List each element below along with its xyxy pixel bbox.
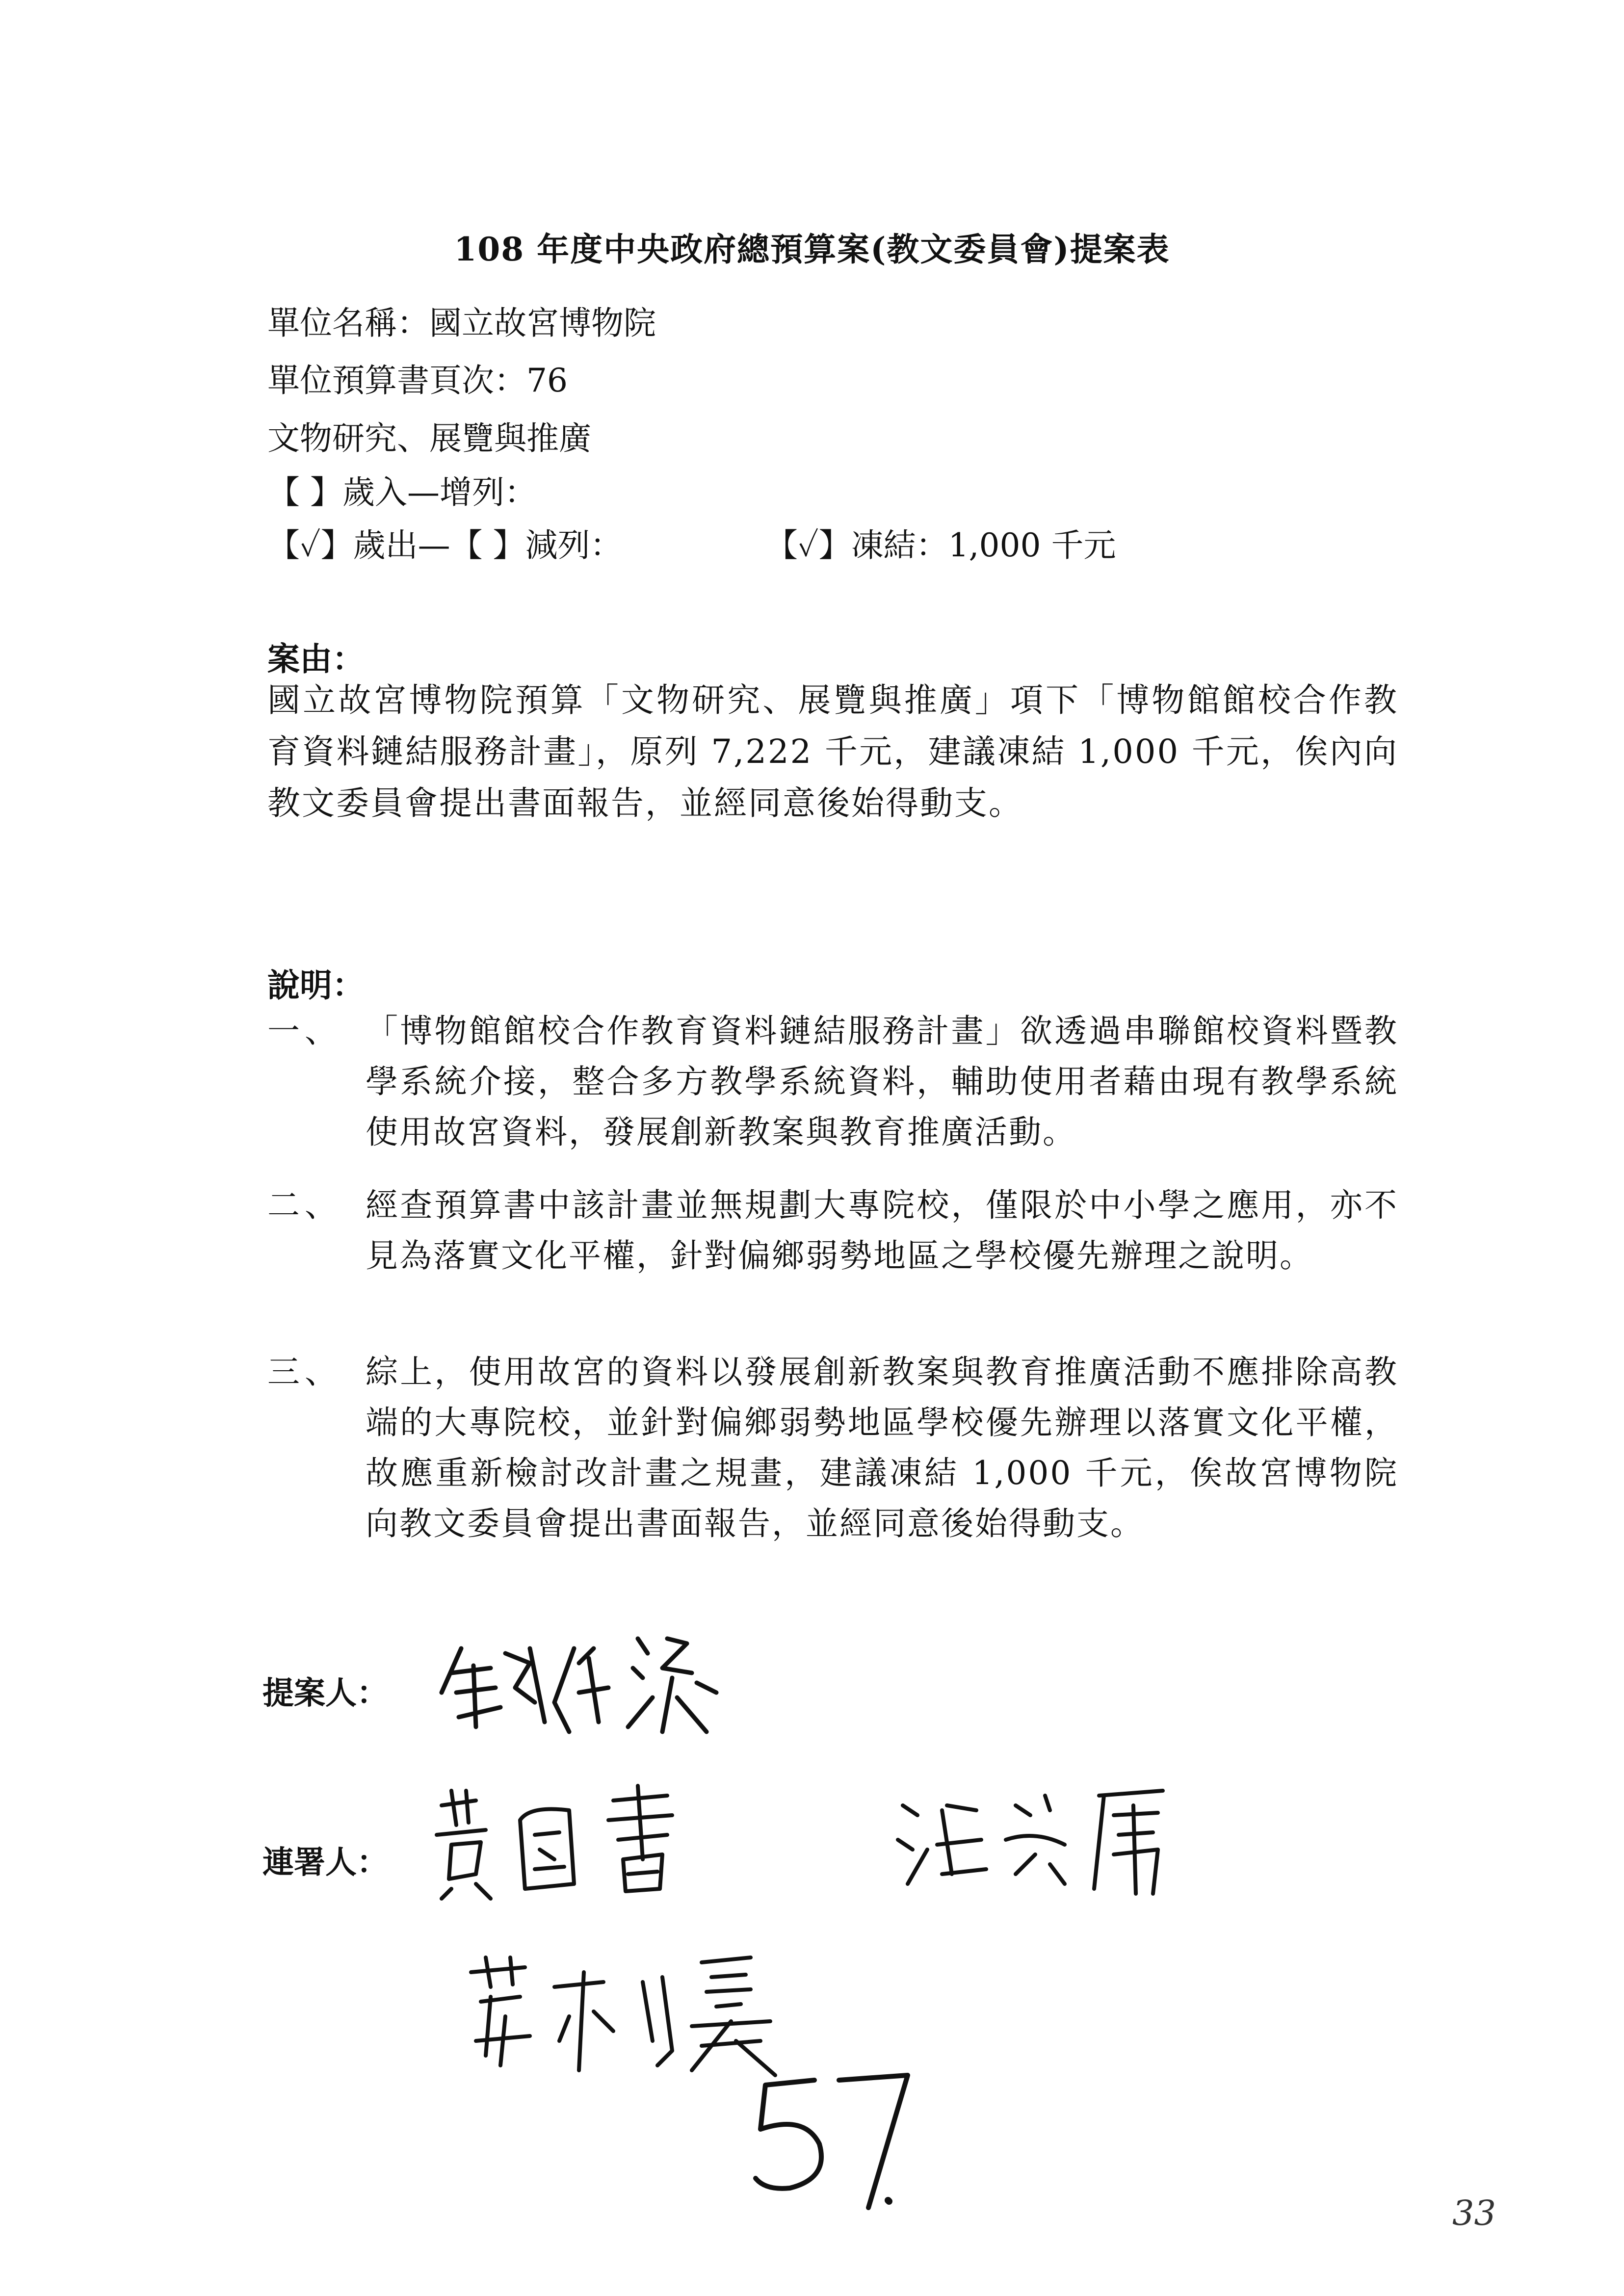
unit-name: 單位名稱：國立故宮博物院 [267,304,656,342]
proposer-signature [432,1619,736,1747]
item-number: 一、 [267,1012,342,1050]
program-name: 文物研究、展覽與推廣 [267,419,591,457]
expense-line: 【✓】歲出—【 】減列： [267,526,623,564]
item-text: 經查預算書中該計畫並無規劃大專院校，僅限於中小學之應用，亦不見為落實文化平權，針對偏鄉弱勢地區之學校優先辦理之說明。 [366,1186,1398,1275]
explanation-item [267,1180,1398,1281]
proposer-label: 提案人： [262,1675,388,1712]
explanation-heading: 說明： [267,966,365,1004]
cosigner-label: 連署人： [262,1844,388,1881]
item-number: 三、 [267,1353,342,1391]
item-text: 「博物館館校合作教育資料鏈結服務計畫」欲透過串聯館校資料暨教學系統介接，整合多方教學系統資料，輔助使用者藉由現有教學系統使用故宮資料，發展創新教案與教育推廣活動。 [366,1012,1398,1151]
item-number: 二、 [267,1186,342,1224]
explanation-item [267,1006,1398,1157]
document-title: 108 年度中央政府總預算案(教文委員會)提案表 [454,230,1170,268]
page-mark: 33 [1452,2193,1496,2233]
cause-heading: 案由： [267,640,365,678]
cosigner-signature [888,1776,1192,1904]
revenue-line: 【 】歲入—增列： [267,473,537,511]
explanation-item [267,1347,1398,1549]
handwritten-number [746,2061,942,2218]
freeze-line: 【✓】凍結：1,000 千元 [765,526,1116,564]
item-text: 綜上，使用故宮的資料以發展創新教案與教育推廣活動不應排除高教端的大專院校，並針對偏鄉弱勢地區學校優先辦理以落實文化平權，故應重新檢討改計畫之規畫，建議凍結 1,000 千元，俟故宮博物院向教文委員會提出書面報告，並經同意後始得動支。 [366,1353,1398,1542]
budget-page: 單位預算書頁次：76 [267,362,568,399]
cause-text: 國立故宮博物院預算「文物研究、展覽與推廣」項下「博物館館校合作教育資料鏈結服務計畫」，原列 7,222 千元，建議凍結 1,000 千元，俟內向教文委員會提出書面報告，並經同意後始得動支。 [267,681,1398,822]
cosigner-signature [422,1776,736,1904]
